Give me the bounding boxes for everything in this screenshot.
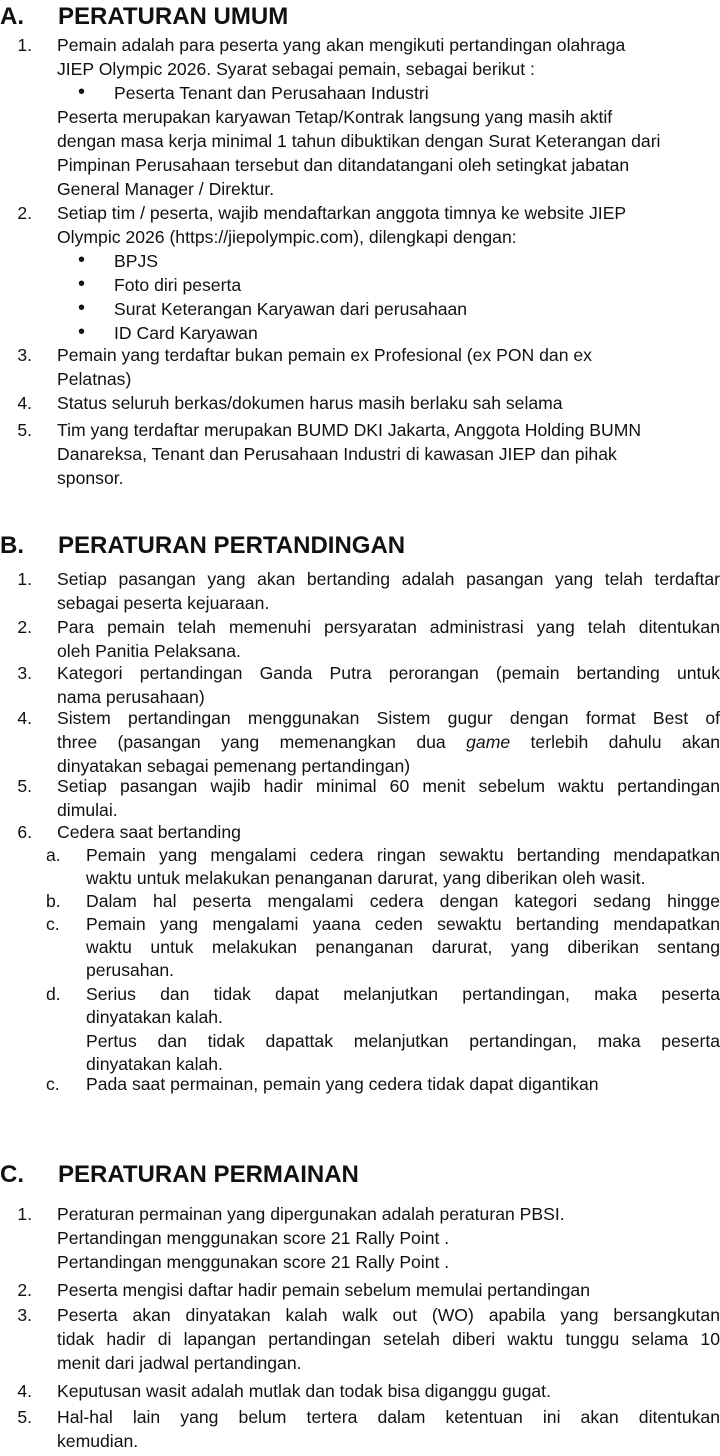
section-letter: B. [0,532,24,559]
bullet-icon: • [78,249,86,271]
item-text: Status seluruh berkas/dokumen harus masih berlaku sah selama [57,393,563,413]
item-number: 4. [17,1381,32,1401]
item-text: Peserta mengisi daftar hadir pemain sebelum memulai pertandingan [57,1280,590,1300]
item-text: kemudian. [57,1431,139,1451]
sub-item-letter: a. [46,845,61,865]
item-text: tidak hadir di lapangan pertandingan setelah diberi waktu tunggu selama 10 [57,1329,720,1349]
sub-item-text: perusahan. [86,960,175,980]
item-text: Sistem pertandingan menggunakan Sistem gugur dengan format Best of [57,708,720,728]
item-text: menit dari jadwal pertandingan. [57,1353,302,1373]
item-number: 2. [17,1280,32,1300]
sub-item-letter: c. [46,914,60,934]
section-title: PERATURAN UMUM [58,3,289,30]
item-text: JIEP Olympic 2026. Syarat sebagai pemain, sebagai berikut : [57,59,535,79]
item-number: 2. [17,617,32,637]
item-number: 6. [17,822,32,842]
sub-item-text: waktu untuk melakukan penanganan darurat, yang diberikan oleh wasit. [86,868,646,888]
sub-item-text: Serius dan tidak dapat melanjutkan pertandingan, maka peserta [86,984,720,1004]
bullet-icon: • [78,321,86,343]
bullet-text: Peserta Tenant dan Perusahaan Industri [114,83,429,103]
item-number: 1. [17,1204,32,1224]
item-text: dinyatakan sebagai pemenang pertandingan) [57,756,411,776]
item-number: 2. [17,203,32,223]
bullet-text: Foto diri peserta [114,275,242,295]
item-number: 4. [17,393,32,413]
sub-item-text: waktu untuk melakukan penanganan darurat, yang diberikan sentang [86,937,720,957]
item-text: Setiap tim / peserta, wajib mendaftarkan anggota timnya ke website JIEP [57,203,627,223]
sub-item-text: Dalam hal peserta mengalami cedera dengan kategori sedang hingge [86,891,720,911]
item-number: 4. [17,708,32,728]
sub-item-text: dinyatakan kalah. [86,1054,223,1074]
item-text: Pemain yang terdaftar bukan pemain ex Profesional (ex PON dan ex [57,345,592,365]
item-text: Setiap pasangan yang akan bertanding adalah pasangan yang telah terdaftar [57,569,720,589]
sub-item-letter: b. [46,891,61,911]
item-text: Keputusan wasit adalah mutlak dan todak bisa diganggu gugat. [57,1381,551,1401]
item-text: sponsor. [57,468,124,488]
item-text: Peserta merupakan karyawan Tetap/Kontrak langsung yang masih aktif [57,107,613,127]
item-number: 1. [17,569,32,589]
item-number: 3. [17,663,32,683]
item-text: Peserta akan dinyatakan kalah walk out (WO) apabila yang bersangkutan [57,1305,720,1325]
item-number: 3. [17,1305,32,1325]
sub-item-text: Pemain yang mengalami cedera ringan sewaktu bertanding mendapatkan [86,845,720,865]
item-text: Setiap pasangan wajib hadir minimal 60 menit sebelum waktu pertandingan [57,776,720,796]
bullet-text: ID Card Karyawan [114,323,258,343]
item-text: Kategori pertandingan Ganda Putra perorangan (pemain bertanding untuk [57,663,720,683]
item-text: Pimpinan Perusahaan tersebut dan ditandatangani oleh setingkat jabatan [57,155,630,175]
item-number: 5. [17,776,32,796]
item-number: 1. [17,35,32,55]
sub-item-text: Pemain yang mengalami yaana ceden sewaktu bertanding mendapatkan [86,914,720,934]
bullet-icon: • [78,297,86,319]
sub-item-text: dinyatakan kalah. [86,1007,223,1027]
item-text: Peraturan permainan yang dipergunakan adalah peraturan PBSI. [57,1204,565,1224]
item-text: Pemain adalah para peserta yang akan mengikuti pertandingan olahraga [57,35,626,55]
item-text-emphasis: game [466,732,511,752]
item-number: 5. [17,420,32,440]
item-text: dengan masa kerja minimal 1 tahun dibuktikan dengan Surat Keterangan dari [57,131,661,151]
item-text: Pertandingan menggunakan score 21 Rally Point . [57,1228,450,1248]
section-letter: A. [0,3,24,30]
section-letter: C. [0,1161,24,1188]
item-text: nama perusahaan) [57,687,205,707]
item-number: 5. [17,1407,32,1427]
sub-item-letter: c. [46,1074,60,1094]
item-text: Cedera saat bertanding [57,822,241,842]
item-text: Para pemain telah memenuhi persyaratan administrasi yang telah ditentukan [57,617,720,637]
item-text: Pelatnas) [57,369,132,389]
sub-item-text: Pertus dan tidak dapattak melanjutkan pertandingan, maka peserta [86,1031,720,1051]
bullet-text: Surat Keterangan Karyawan dari perusahaan [114,299,468,319]
item-text: dimulai. [57,800,118,820]
section-title: PERATURAN PERTANDINGAN [58,532,406,559]
item-text: sebagai peserta kejuaraan. [57,593,270,613]
item-text: Pertandingan menggunakan score 21 Rally Point . [57,1252,450,1272]
bullet-icon: • [78,81,86,103]
item-text [57,731,720,754]
bullet-text: BPJS [114,251,159,271]
sub-item-letter: d. [46,984,61,1004]
item-text: oleh Panitia Pelaksana. [57,641,241,661]
item-text: General Manager / Direktur. [57,179,275,199]
item-text: Danareksa, Tenant dan Perusahaan Industri di kawasan JIEP dan pihak [57,444,617,464]
item-text-part: three (pasangan yang memenangkan dua [57,732,446,752]
bullet-icon: • [78,273,86,295]
sub-item-text: Pada saat permainan, pemain yang cedera tidak dapat digantikan [86,1074,599,1094]
item-text: Hal-hal lain yang belum tertera dalam ketentuan ini akan ditentukan [57,1407,720,1427]
section-title: PERATURAN PERMAINAN [58,1161,359,1188]
item-text: Tim yang terdaftar merupakan BUMD DKI Jakarta, Anggota Holding BUMN [57,420,642,440]
item-text-part: terlebih dahulu akan [530,732,720,752]
item-text: Olympic 2026 (https://jiepolympic.com), dilengkapi dengan: [57,227,517,247]
item-number: 3. [17,345,32,365]
